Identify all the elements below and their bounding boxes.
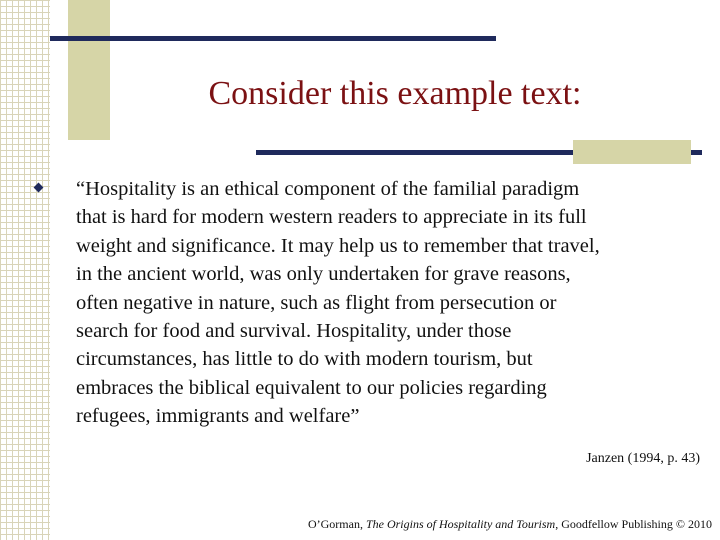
- footer-book-title: The Origins of Hospitality and Tourism: [365, 517, 556, 531]
- footer-author: O’Gorman,: [307, 517, 366, 531]
- decorative-tan-block-bottom: [573, 140, 691, 164]
- citation: Janzen (1994, p. 43): [586, 451, 700, 466]
- footer-publisher: , Goodfellow Publishing © 2010: [555, 517, 712, 531]
- quote-text: “Hospitality is an ethical component of the familial paradigm that is hard for modern western readers to appreciate in its full weight and significance. It may help us to remember that travel, in the ancient world, was only undertaken for grave reasons, often negative in nature, such as flight from persecution or search for food and survival. Hospitality, under those circumstances, has little to do with modern tourism, but embraces the biblical equivalent to our policies regarding refugees, immigrants and welfare”: [76, 178, 600, 428]
- decorative-tan-block-top: [68, 0, 110, 140]
- footer-reference: [308, 517, 712, 532]
- decorative-grid-strip: [0, 0, 50, 540]
- decorative-bar-top: [50, 36, 496, 41]
- slide-title: Consider this example text:: [208, 75, 582, 112]
